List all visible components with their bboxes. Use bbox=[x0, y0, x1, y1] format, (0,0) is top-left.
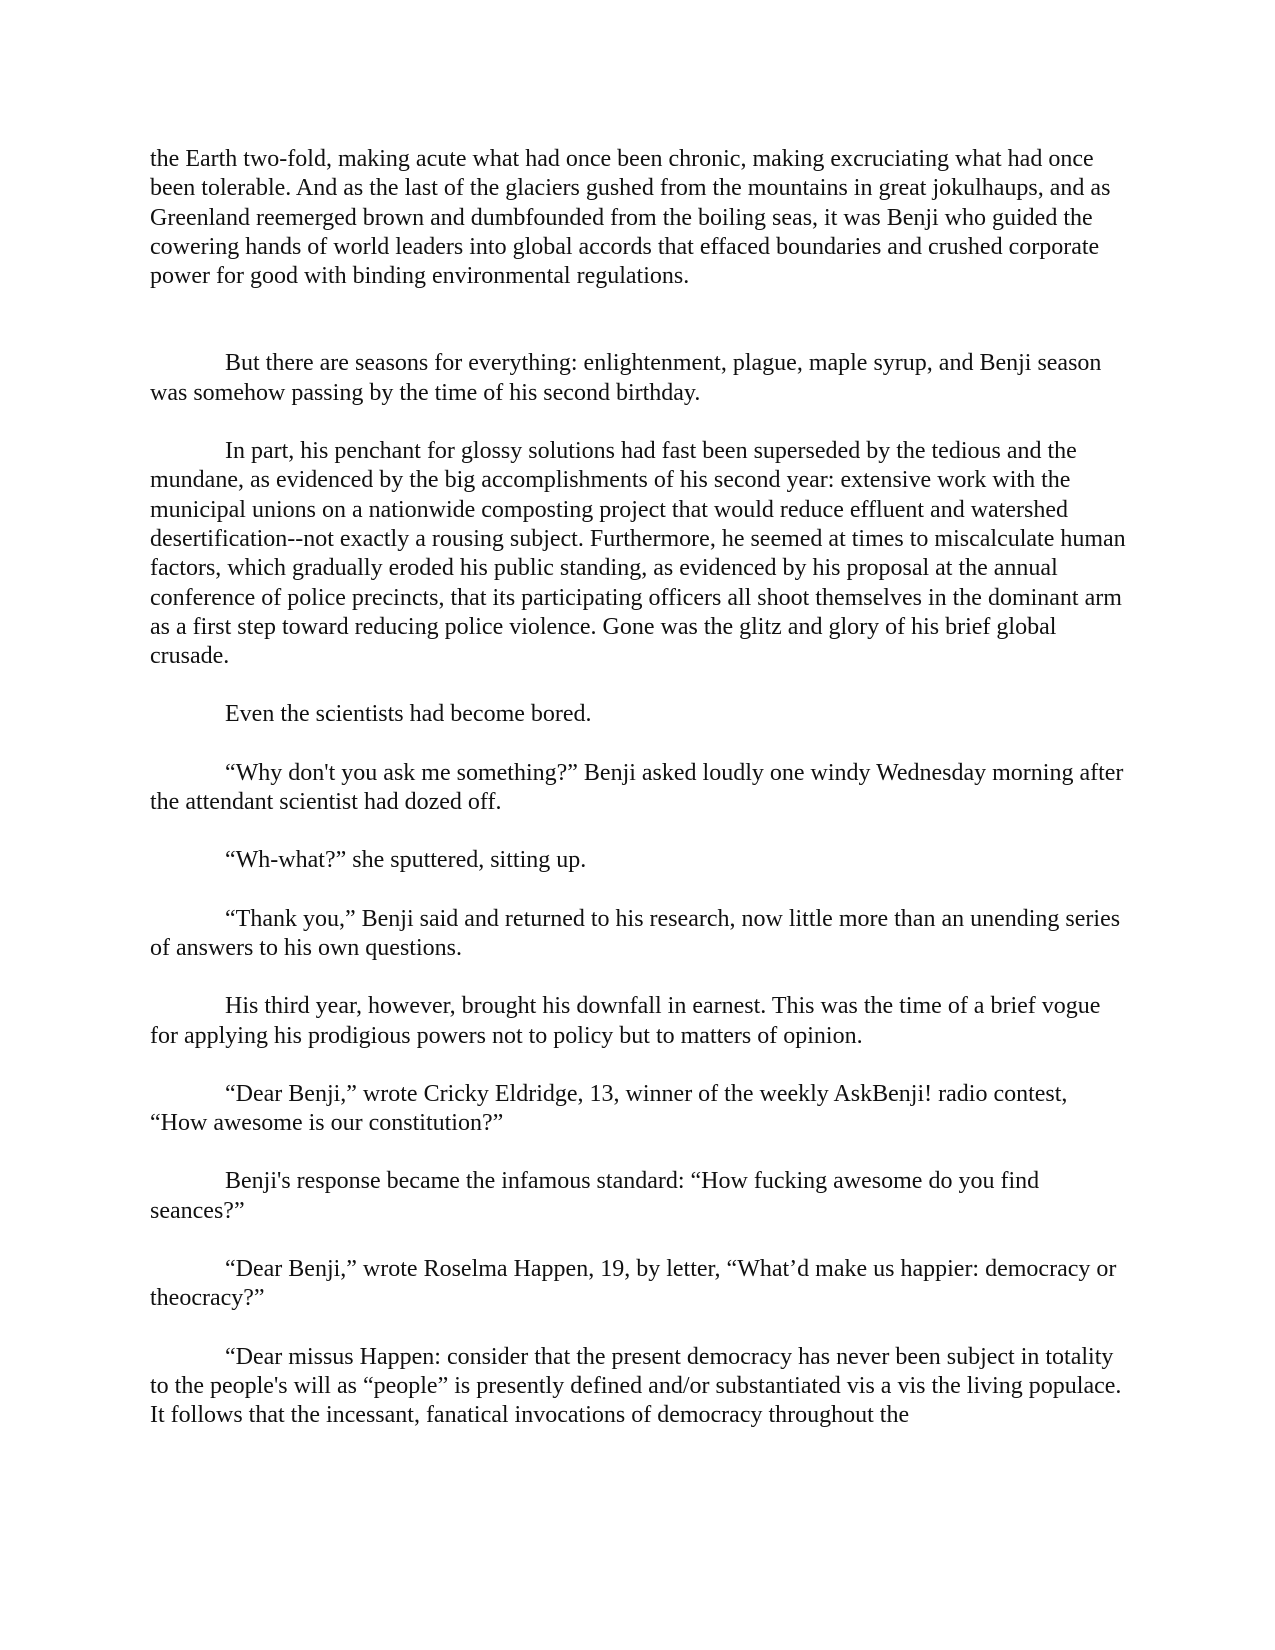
paragraph-12: “Dear missus Happen: consider that the present democracy has never been subject in totality to the people's will as “people” is presently defined and/or substantiated vis a vis the living populace. It follows that the incessant, fanatical invocations of democracy throughout the bbox=[150, 1343, 1122, 1429]
paragraph-9: “Dear Benji,” wrote Cricky Eldridge, 13, winner of the weekly AskBenji! radio contest, “How awesome is our constitution?” bbox=[150, 1080, 1068, 1137]
paragraph-3: In part, his penchant for glossy solutions had fast been superseded by the tedious and the mundane, as evidenced by the big accomplishments of his second year: extensive work with the municipal unions on a nationwide composting project that would reduce effluent and watershed desertification--not exactly a rousing subject. Furthermore, he seemed at times to miscalculate human factors, which gradually eroded his public standing, as evidenced by his proposal at the annual conference of police precincts, that its participating officers all shoot themselves in the dominant arm as a first step toward reducing police violence. Gone was the glitz and glory of his brief global crusade. bbox=[150, 438, 1126, 670]
paragraph-4: Even the scientists had become bored. bbox=[225, 701, 592, 728]
paragraph-5: “Why don't you ask me something?” Benji asked loudly one windy Wednesday morning after the attendant scientist had dozed off. bbox=[150, 759, 1124, 816]
paragraph-1: the Earth two-fold, making acute what had once been chronic, making excruciating what had once been tolerable. And as the last of the glaciers gushed from the mountains in great jokulhaups, and as Greenland reemerged brown and dumbfounded from the boiling seas, it was Benji who guided the cowering hands of world leaders into global accords that effaced boundaries and crushed corporate power for good with binding environmental regulations. bbox=[150, 146, 1111, 290]
paragraph-2: But there are seasons for everything: enlightenment, plague, maple syrup, and Benji season was somehow passing by the time of his second birthday. bbox=[150, 350, 1102, 406]
document-page bbox=[150, 145, 1130, 1460]
paragraph-10: Benji's response became the infamous standard: “How fucking awesome do you find seances?” bbox=[150, 1168, 1040, 1224]
paragraph-11: “Dear Benji,” wrote Roselma Happen, 19, by letter, “What’d make us happier: democracy or theocracy?” bbox=[150, 1256, 1117, 1312]
paragraph-7: “Thank you,” Benji said and returned to his research, now little more than an unending series of answers to his own questions. bbox=[150, 905, 1121, 961]
paragraph-8: His third year, however, brought his downfall in earnest. This was the time of a brief vogue for applying his prodigious powers not to policy but to matters of opinion. bbox=[150, 993, 1101, 1049]
paragraph-6: “Wh-what?” she sputtered, sitting up. bbox=[225, 847, 587, 874]
